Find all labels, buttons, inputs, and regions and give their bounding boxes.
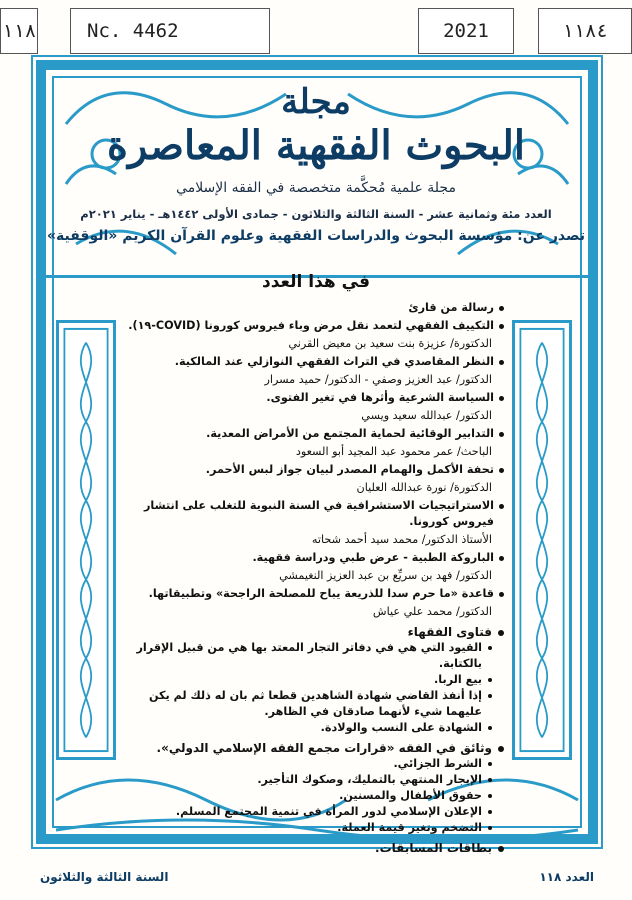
year-label — [418, 8, 514, 54]
toc-entry — [126, 354, 504, 388]
journal-title: البحوث الفقهية المعاصرة — [107, 122, 525, 169]
call-number-text: Nc. 4462 — [87, 20, 179, 42]
toc-author: الدكتورة/ عزيزة بنت سعيد بن معيض القرني — [288, 337, 492, 350]
shelf-label — [0, 8, 38, 54]
copy-number-label — [538, 8, 632, 54]
toc-author: الدكتورة/ نورة عبدالله العليان — [356, 481, 492, 494]
call-number-label — [70, 8, 270, 54]
toc-entry — [126, 462, 504, 496]
toc-entry — [126, 550, 504, 584]
toc-title: التدابير الوقائية لحماية المجتمع من الأمراض المعدية. — [126, 426, 504, 442]
toc-entry — [126, 426, 504, 460]
toc-entry — [126, 390, 504, 424]
document-item: الإعلان الإسلامي لدور المرأة في تنمية المجتمع المسلم. — [126, 804, 504, 820]
toc-title: التكييف الفقهي لتعمد نقل مرض وباء فيروس كورونا (COVID-١٩). — [126, 318, 504, 334]
shelf-label-text: ١١٨ — [1, 20, 37, 42]
fatawa-item: إذا أنفذ القاضي شهادة الشاهدين قطعا ثم بان له ذلك لم يكن عليهما شيء لأنهما صادقان في الظاهر. — [126, 688, 504, 720]
toc-title: قاعدة «ما حرم سدا للذريعة يباح للمصلحة الراجحة» وتطبيقاتها. — [126, 586, 504, 602]
toc-title: الباروكة الطبية - عرض طبي ودراسة فقهية. — [126, 550, 504, 566]
toc-author: الدكتور/ عبد العزيز وصفي - الدكتور/ حميد مسرار — [264, 373, 492, 386]
publisher-line: تصدر عن: مؤسسة البحوث والدراسات الفقهية وعلوم القرآن الكريم «الوقفية» — [46, 228, 586, 244]
toc-title: الاستراتيجيات الاستشرافية في السنة النبوية للتغلب على انتشار فيروس كورونا. — [126, 498, 504, 530]
contents-heading: في هذا العدد — [262, 272, 370, 292]
journal-label: مجلة — [281, 82, 351, 122]
fatawa-item: القيود التي هي في دفاتر التجار المعتد بها هي من قبيل الإقرار بالكتابة. — [126, 640, 504, 672]
toc-title: النظر المقاصدي في التراث الفقهي النوازلي عند المالكية. — [126, 354, 504, 370]
fatawa-item: بيع الربا. — [126, 672, 504, 688]
toc-author: الأستاذ الدكتور/ محمد سيد أحمد شحاته — [311, 533, 492, 546]
toc-author: الدكتور/ فهد بن سريِّع بن عبد العزيز النغيمشي — [279, 569, 492, 582]
fatawa-heading: فتاوى الفقهاء — [126, 624, 504, 640]
footer-year: السنة الثالثة والثلاثون — [40, 870, 169, 884]
document-item: الإيجار المنتهي بالتمليك، وصكوك التأجير. — [126, 772, 504, 788]
documents-heading: وثائق في الفقه «قرارات مجمع الفقه الإسلامي الدولي». — [126, 740, 504, 756]
toc-author: الباحث/ عمر محمود عبد المجيد أبو السعود — [295, 445, 492, 458]
document-item: حقوق الأطفال والمسنين. — [126, 788, 504, 804]
fatawa-item: الشهادة على النسب والولادة. — [126, 720, 504, 736]
toc-title: رسالة من قارئ — [126, 300, 504, 316]
footer-issue-number: العدد ١١٨ — [539, 870, 594, 884]
toc-entry — [126, 318, 504, 352]
year-label-text: 2021 — [443, 20, 489, 42]
toc-entry — [126, 498, 504, 548]
toc-author: الدكتور/ محمد علي عياش — [372, 605, 492, 618]
document-item: التضخم وتغير قيمة العملة. — [126, 820, 504, 836]
issue-line: العدد مئة وثمانية عشر - السنة الثالثة والثلاثون - جمادى الأولى ١٤٤٢هـ - يناير ٢٠٢١م — [80, 207, 552, 221]
table-of-contents — [126, 300, 504, 856]
competitions-item: بطاقات المسابقات. — [126, 840, 504, 856]
toc-entry — [126, 300, 504, 316]
toc-title: تحفة الأكمل والهمام المصدر لبيان جواز لبس الأحمر. — [126, 462, 504, 478]
toc-entry — [126, 586, 504, 620]
copy-number-text: ١١٨٤ — [562, 20, 608, 42]
journal-subtitle: مجلة علمية مُحكَّمة متخصصة في الفقه الإسلامي — [176, 180, 456, 196]
right-ornament-column — [512, 320, 572, 760]
toc-author: الدكتور/ عبدالله سعيد ويسي — [361, 409, 492, 422]
toc-title: السياسة الشرعية وأثرها في تغير الفتوى. — [126, 390, 504, 406]
document-item: الشرط الجزائي. — [126, 756, 504, 772]
left-ornament-column — [56, 320, 116, 760]
